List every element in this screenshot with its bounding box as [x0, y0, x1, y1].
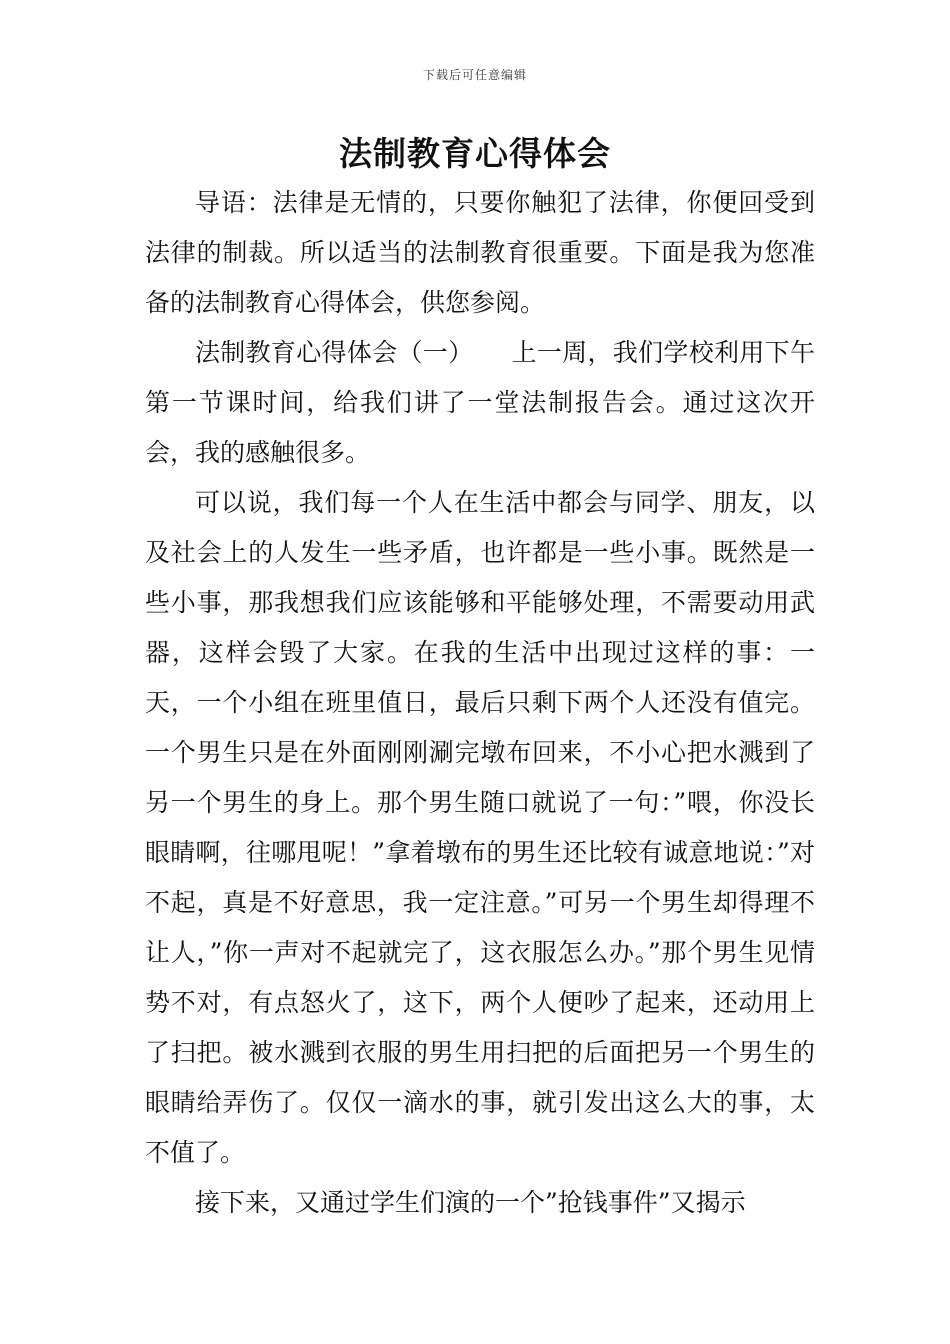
- header-note: 下载后可任意编辑: [422, 68, 527, 82]
- paragraph-section-one: 法制教育心得体会（一） 上一周，我们学校利用下午第一节课时间，给我们讲了一堂法制报告会。通过这次开会，我的感触很多。: [145, 338, 815, 467]
- page-title: 法制教育心得体会: [339, 134, 611, 173]
- paragraph-intro: 导语：法律是无情的，只要你触犯了法律，你便回受到法律的制裁。所以适当的法制教育很重要。下面是我为您准备的法制教育心得体会，供您参阅。: [145, 188, 815, 317]
- paragraph-story: 可以说，我们每一个人在生活中都会与同学、朋友，以及社会上的人发生一些矛盾，也许都是一些小事。既然是一些小事，那我想我们应该能够和平能够处理，不需要动用武器，这样会毁了大家。在我的生活中出现过这样的事：一天，一个小组在班里值日，最后只剩下两个人还没有值完。一个男生只是在外面刚刚涮完墩布回来，不小心把水溅到了另一个男生的身上。那个男生随口就说了一句：”喂，你没长眼睛啊，往哪甩呢！”拿着墩布的男生还比较有诚意地说：”对不起，真是不好意思，我一定注意。”可另一个男生却得理不让人，”你一声对不起就完了，这衣服怎么办。”那个男生见情势不对，有点怒火了，这下，两个人便吵了起来，还动用上了扫把。被水溅到衣服的男生用扫把的后面把另一个男生的眼睛给弄伤了。仅仅一滴水的事，就引发出这么大的事，太不值了。: [145, 488, 815, 1167]
- document-body: [145, 178, 815, 1228]
- paragraph-continuation: 接下来，又通过学生们演的一个”抢钱事件”又揭示: [195, 1188, 746, 1217]
